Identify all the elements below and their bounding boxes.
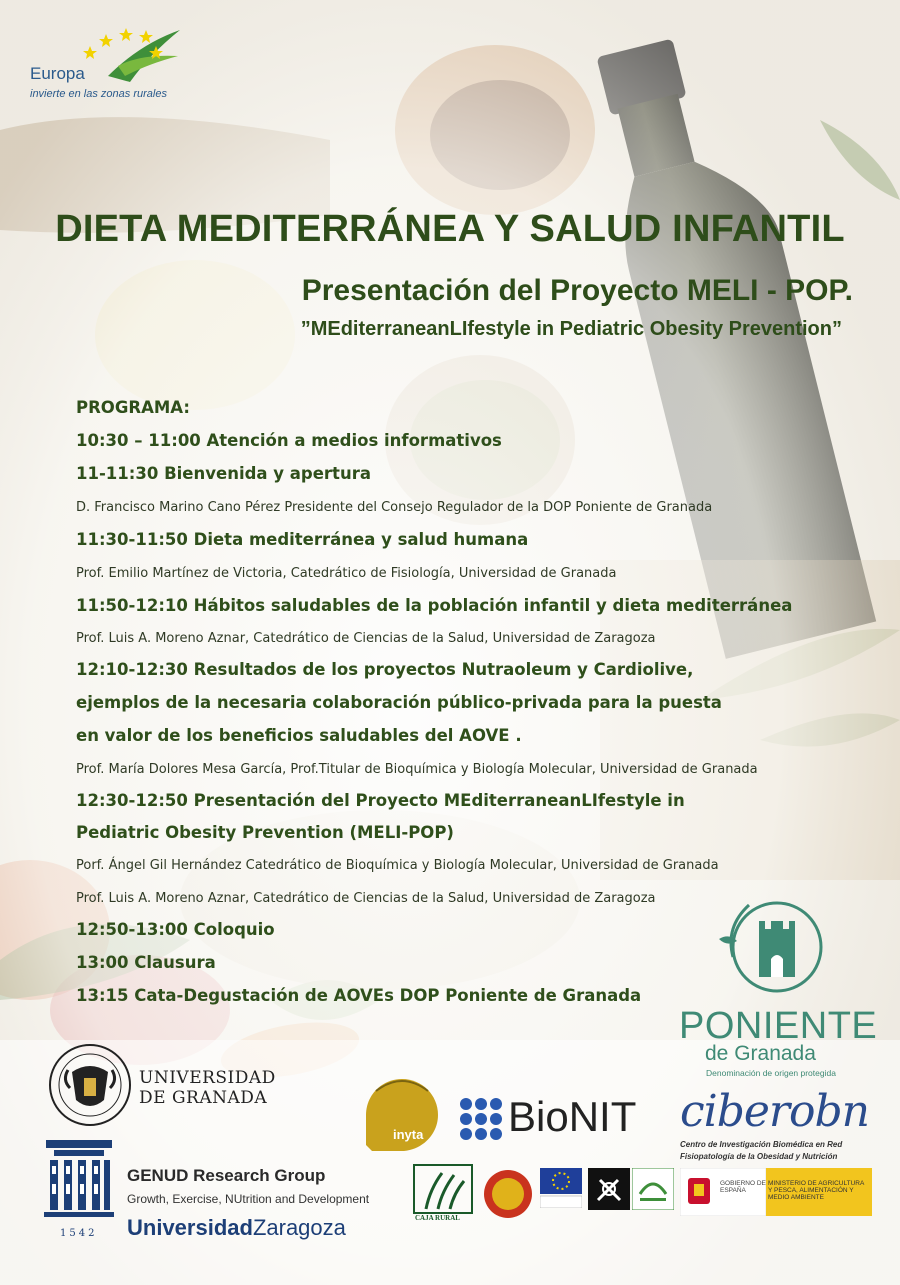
poniente-wordmark: PONIENTE [679, 1005, 878, 1047]
ciberobn-subtitle1: Centro de Investigación Biomédica en Red [680, 1140, 843, 1149]
speaker-line: Prof. Luis A. Moreno Aznar, Catedrático de Ciencias de la Salud, Universidad de Zaragoza [76, 891, 656, 906]
speaker-line: Prof. Emilio Martínez de Victoria, Catedrático de Fisiología, Universidad de Granada [76, 566, 617, 581]
session-line: 13:15 Cata-Degustación de AOVEs DOP Poniente de Granada [76, 986, 642, 1005]
ugr-name-line1: UNIVERSIDAD [139, 1068, 276, 1088]
session-line: 11:50-12:10 Hábitos saludables de la población infantil y dieta mediterránea [76, 596, 793, 615]
speaker-line: Prof. María Dolores Mesa García, Prof.Titular de Bioquímica y Biología Molecular, Universidad de Granada [76, 762, 758, 777]
caja-rural-label: CAJA RURAL [415, 1214, 460, 1222]
ciberobn-wordmark: ciberobn [680, 1086, 869, 1137]
tools-emblem-icon [588, 1168, 630, 1210]
session-line: 10:30 – 11:00 Atención a medios informativos [76, 431, 502, 450]
bionit-dots-icon [458, 1096, 504, 1142]
unizar-bold: Universidad [127, 1215, 253, 1240]
ugr-seal-icon [48, 1040, 132, 1130]
europa-flag-icon [70, 24, 190, 84]
unizar-building-icon [44, 1138, 114, 1226]
genud-subtitle: Growth, Exercise, NUtrition and Development [127, 1192, 370, 1206]
session-line: Pediatric Obesity Prevention (MELI-POP) [76, 823, 454, 842]
poniente-tower-icon [715, 897, 835, 1007]
ugr-name [139, 1068, 276, 1108]
ugr-name-line2: DE GRANADA [139, 1088, 268, 1108]
inyta-label: inyta [393, 1127, 424, 1142]
session-line: 11:30-11:50 Dieta mediterránea y salud humana [76, 530, 529, 549]
unizar-year: 1542 [60, 1228, 98, 1239]
gobierno-label: GOBIERNO DE ESPAÑA [720, 1180, 766, 1194]
session-line: 12:30-12:50 Presentación del Proyecto MEditerraneanLIfestyle in [76, 791, 685, 810]
genud-title: GENUD Research Group [127, 1166, 326, 1185]
junta-andalucia-icon [632, 1168, 674, 1210]
eu-feader-icon [540, 1168, 582, 1208]
programme-heading: PROGRAMA: [76, 398, 190, 417]
inyta-logo-icon [362, 1075, 442, 1155]
caja-rural-icon [412, 1163, 474, 1215]
ministerio-label: MINISTERIO DE AGRICULTURA Y PESCA, ALIMENTACIÓN Y MEDIO AMBIENTE [768, 1180, 864, 1201]
unizar-wordmark [127, 1215, 346, 1241]
page-subtitle: Presentación del Proyecto MELI - POP. [301, 274, 853, 307]
speaker-line: Porf. Ángel Gil Hernández Catedrático de Bioquímica y Biología Molecular, Universidad de Granada [76, 858, 719, 873]
speaker-line: Prof. Luis A. Moreno Aznar, Catedrático de Ciencias de la Salud, Universidad de Zaragoza [76, 631, 656, 646]
page-title: DIETA MEDITERRÁNEA Y SALUD INFANTIL [55, 208, 845, 250]
dop-seal-icon [482, 1168, 534, 1220]
poniente-dop: Denominación de origen protegida [706, 1068, 836, 1078]
session-line: ejemplos de la necesaria colaboración público-privada para la puesta [76, 693, 722, 712]
ciberobn-subtitle2: Fisiopatología de la Obesidad y Nutrición [680, 1152, 838, 1161]
poniente-sub: de Granada [705, 1042, 816, 1065]
project-fullname: ”MEditerraneanLIfestyle in Pediatric Obesity Prevention” [300, 318, 842, 340]
session-line: 12:10-12:30 Resultados de los proyectos Nutraoleum y Cardiolive, [76, 660, 694, 679]
speaker-line: D. Francisco Marino Cano Pérez Presidente del Consejo Regulador de la DOP Poniente de Granada [76, 500, 713, 515]
session-line: en valor de los beneficios saludables del AOVE . [76, 726, 522, 745]
session-line: 13:00 Clausura [76, 953, 216, 972]
session-line: 11-11:30 Bienvenida y apertura [76, 464, 371, 483]
unizar-rest: Zaragoza [252, 1215, 346, 1240]
europa-tagline: invierte en las zonas rurales [30, 88, 167, 100]
europa-label: Europa [30, 64, 85, 83]
session-line: 12:50-13:00 Coloquio [76, 920, 275, 939]
bionit-wordmark: BioNIT [508, 1093, 637, 1140]
